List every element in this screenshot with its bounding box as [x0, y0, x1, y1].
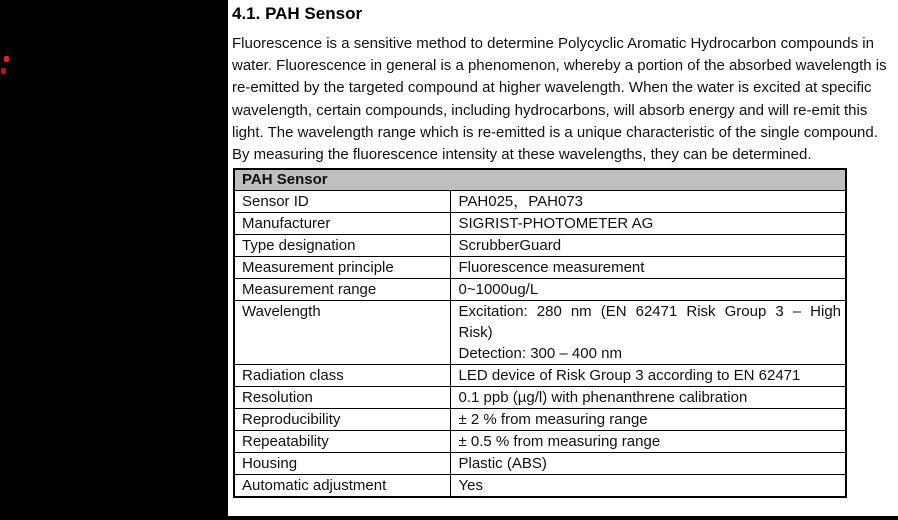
spec-value: Plastic (ABS)	[450, 453, 846, 475]
table-row	[234, 365, 846, 387]
spec-label: Repeatability	[234, 431, 450, 453]
spec-value: ± 2 % from measuring range	[450, 409, 846, 431]
spec-value: Fluorescence measurement	[450, 257, 846, 279]
spec-value: ScrubberGuard	[450, 235, 846, 257]
spec-value: LED device of Risk Group 3 according to EN 62471	[450, 365, 846, 387]
red-marker-dot-upper	[4, 56, 9, 62]
table-row	[234, 279, 846, 301]
spec-table-body	[234, 191, 846, 498]
table-row	[234, 191, 846, 213]
spec-value: SIGRIST-PHOTOMETER AG	[450, 213, 846, 235]
table-row	[234, 475, 846, 498]
spec-value: Yes	[450, 475, 846, 498]
table-row	[234, 387, 846, 409]
spec-label: Resolution	[234, 387, 450, 409]
spec-value: PAH025，PAH073	[450, 191, 846, 213]
table-row	[234, 213, 846, 235]
table-row	[234, 235, 846, 257]
document-page	[228, 0, 898, 516]
spec-value: 0.1 ppb (µg/l) with phenanthrene calibration	[450, 387, 846, 409]
spec-value-line: Excitation: 280 nm (EN 62471 Risk Group 3 – High	[458, 303, 842, 321]
spec-label: Measurement principle	[234, 257, 450, 279]
spec-label: Automatic adjustment	[234, 475, 450, 498]
pah-sensor-spec-table	[233, 168, 847, 498]
table-header-row	[234, 169, 846, 191]
spec-label: Manufacturer	[234, 213, 450, 235]
table-title: PAH Sensor	[234, 169, 846, 191]
spec-label: Sensor ID	[234, 191, 450, 213]
spec-label: Reproducibility	[234, 409, 450, 431]
table-row	[234, 409, 846, 431]
section-heading: 4.1. PAH Sensor	[232, 4, 363, 23]
spec-label: Housing	[234, 453, 450, 475]
spec-value-line: Detection: 300 – 400 nm	[458, 345, 622, 363]
table-row	[234, 431, 846, 453]
spec-value: ± 0.5 % from measuring range	[450, 431, 846, 453]
table-row	[234, 453, 846, 475]
spec-label: Type designation	[234, 235, 450, 257]
spec-label: Measurement range	[234, 279, 450, 301]
section-paragraph: Fluorescence is a sensitive method to determine Polycyclic Aromatic Hydrocarbon compounds in water. Fluorescence in general is a phenomenon, whereby a portion of the absorbed wavelength is re-emitted by the targeted compound at higher wavelength. When the water is excited at specific wavelength, certain compounds, including hydrocarbons, will absorb energy and will re-emit this light. The wavelength range which is re-emitted is a unique characteristic of the single compound. By measuring the fluorescence intensity at these wavelengths, they can be determined.	[232, 35, 887, 164]
spec-label: Wavelength	[234, 301, 450, 365]
spec-value: 0~1000ug/L	[450, 279, 846, 301]
spec-value	[450, 301, 846, 365]
table-row	[234, 257, 846, 279]
spec-value-line: Risk)	[458, 324, 493, 342]
red-marker-dot-lower	[1, 68, 6, 74]
spec-label: Radiation class	[234, 365, 450, 387]
table-row	[234, 301, 846, 365]
